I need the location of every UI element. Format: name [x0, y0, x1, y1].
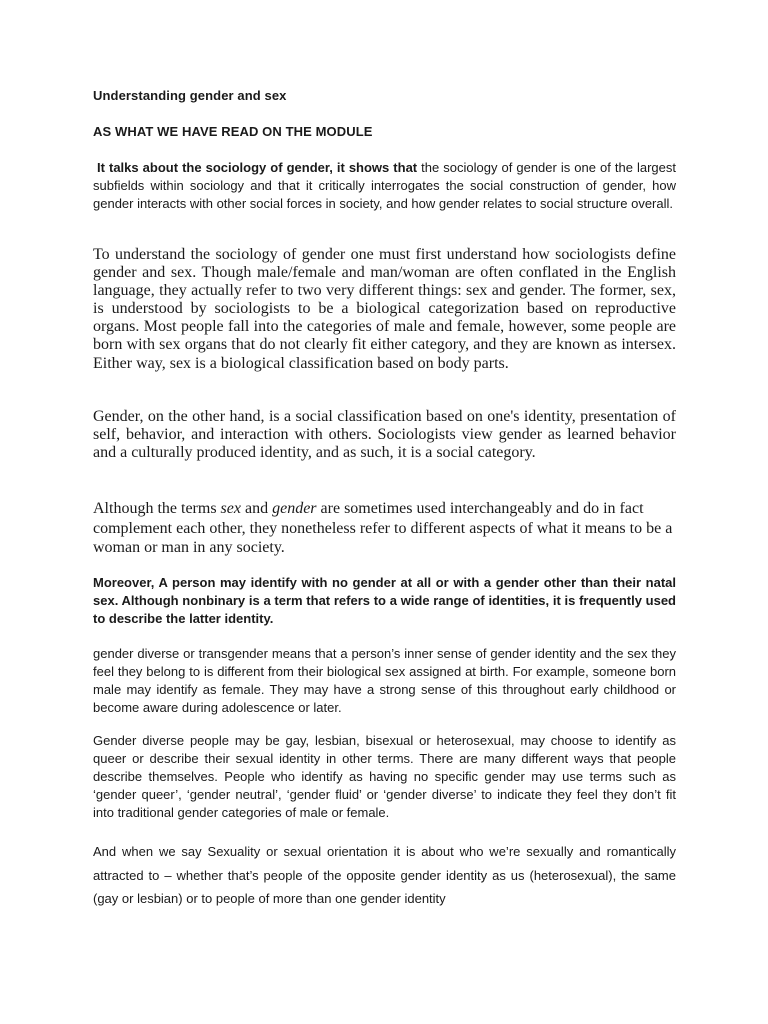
paragraph-nonbinary: Moreover, A person may identify with no gender at all or with a gender other than their natal sex. Although nonbinary is a term that refers to a wide range of identities, it is frequently used to describe the latter identity. — [93, 575, 676, 626]
paragraph-gender-definition: Gender, on the other hand, is a social classification based on one's identity, presentation of self, behavior, and interaction with others. Sociologists view gender as learned behavior and a culturally produced identity, and as such, it is a social category. — [93, 408, 676, 462]
paragraph-text-segment: are sometimes used interchangeably and do in fact complement each other, they nonetheless refer to different aspects of what it means to be a woman or man in any society. — [93, 500, 673, 556]
paragraph-text-segment: Although the terms — [93, 500, 221, 517]
document-title: Understanding gender and sex — [93, 88, 287, 103]
paragraph-module-summary — [93, 159, 676, 213]
document-subtitle: AS WHAT WE HAVE READ ON THE MODULE — [93, 124, 373, 139]
paragraph-body-text: the sociology of gender is one of the largest subfields within sociology and that it critically interrogates the social construction of gender, how gender interacts with other social forces in society, and how gender relates to social structure overall. — [93, 160, 676, 211]
paragraph-transgender: gender diverse or transgender means that a person’s inner sense of gender identity and the sex they feel they belong to is different from their biological sex assigned at birth. For example, someone born male may identify as female. They may have a strong sense of this throughout early childhood or become aware during adolescence or later. — [93, 646, 676, 715]
paragraph-terms-comparison — [93, 499, 676, 558]
emphasis-sex: sex — [220, 500, 241, 517]
paragraph-lead-text: It talks about the sociology of gender, it shows that — [97, 160, 418, 175]
emphasis-gender: gender — [272, 500, 317, 517]
paragraph-sexual-orientation: And when we say Sexuality or sexual orientation it is about who we’re sexually and romantically attracted to – whether that’s people of the opposite gender identity as us (heterosexual), the same (gay or lesbian) or to people of more than one gender identity — [93, 844, 676, 906]
paragraph-gender-diverse: Gender diverse people may be gay, lesbian, bisexual or heterosexual, may choose to identify as queer or describe their sexual identity in other terms. There are many different ways that people describe themselves. People who identify as having no specific gender may use terms such as ‘gender queer’, ‘gender neutral’, ‘gender fluid’ or ‘gender diverse’ to indicate they feel they don’t fit into traditional gender categories of male or female. — [93, 733, 676, 820]
paragraph-text-segment: and — [240, 500, 273, 517]
paragraph-sex-definition: To understand the sociology of gender one must first understand how sociologists define gender and sex. Though male/female and man/woman are often conflated in the English language, they actually refer to two very different things: sex and gender. The former, sex, is understood by sociologists to be a biological categorization based on reproductive organs. Most people fall into the categories of male and female, however, some people are born with sex organs that do not clearly fit either category, and they are known as intersex. Either way, sex is a biological classification based on body parts. — [93, 246, 676, 372]
